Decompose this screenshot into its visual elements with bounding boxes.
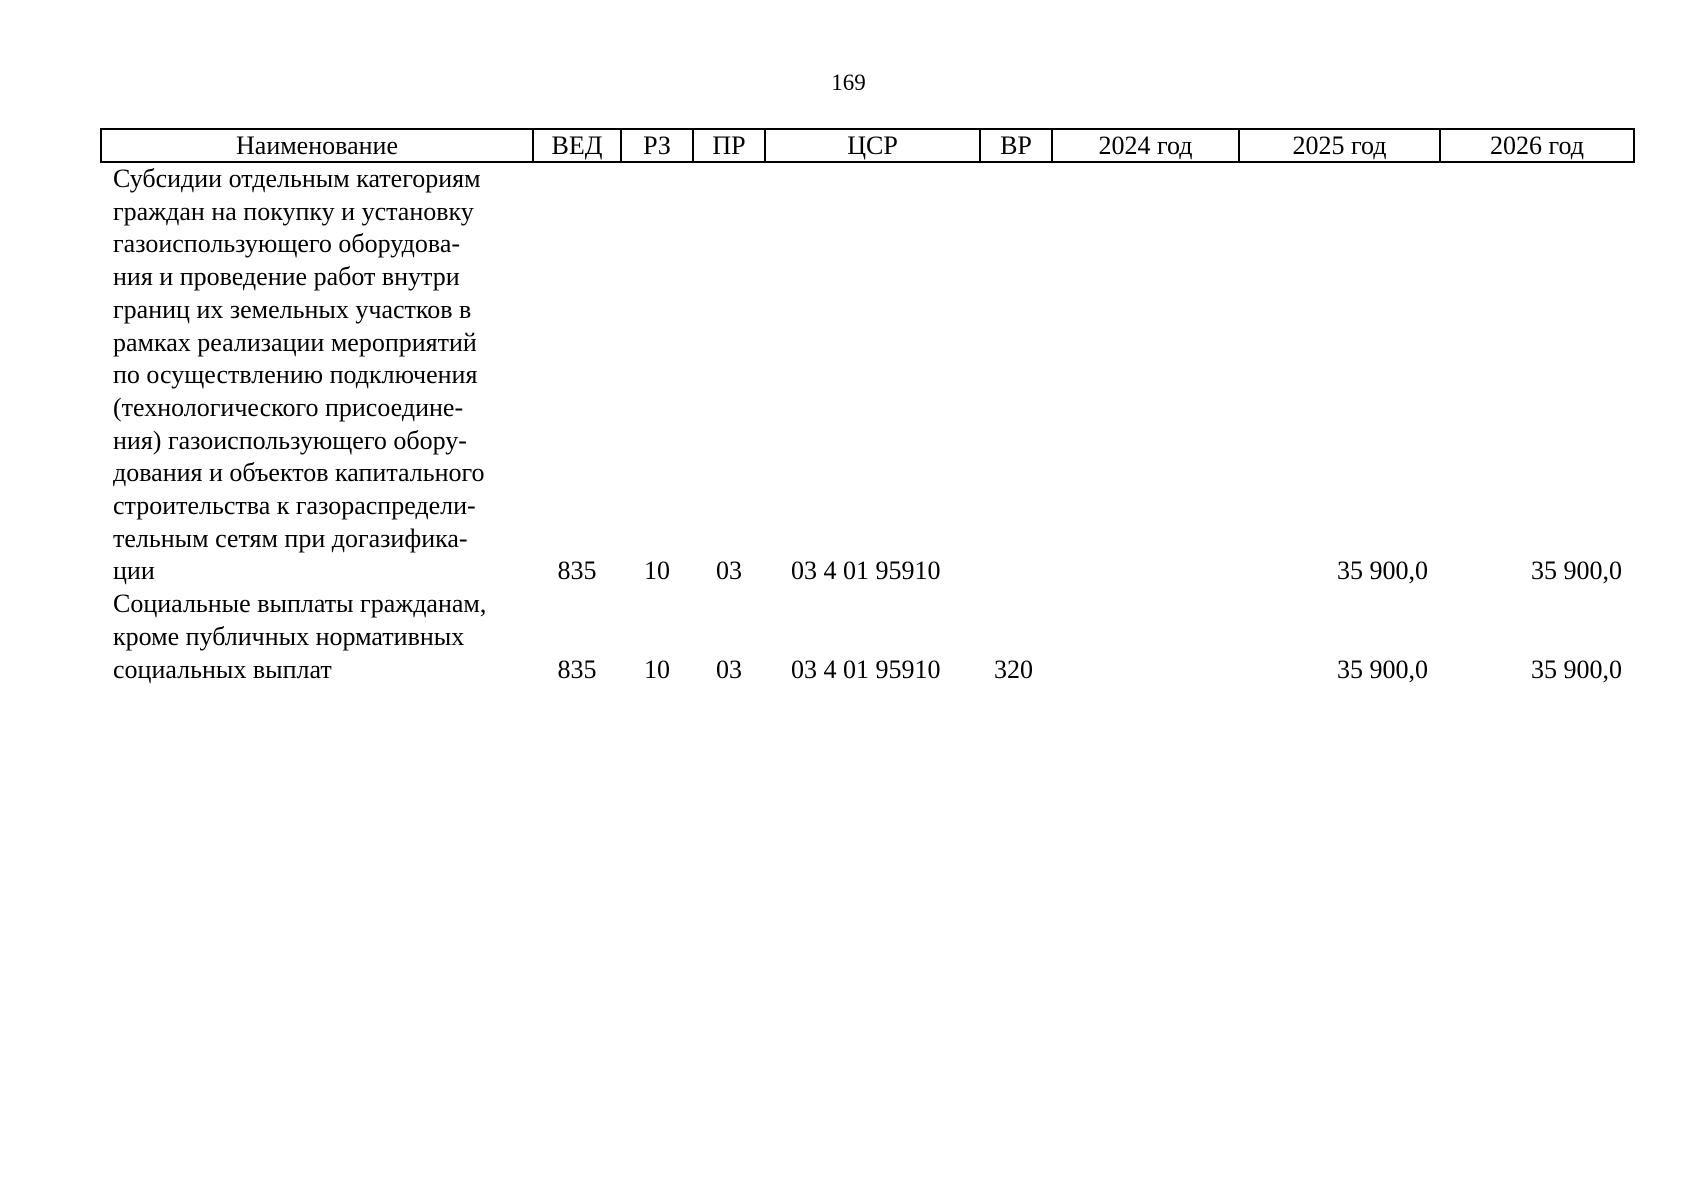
row-2024 bbox=[1052, 162, 1239, 588]
row-vr: 320 bbox=[994, 654, 1033, 684]
header-2025: 2025 год bbox=[1239, 129, 1440, 162]
row-name-line: граждан на покупку и установку bbox=[113, 196, 474, 226]
row-name-line: строительства к газораспредели- bbox=[113, 491, 476, 521]
header-2026: 2026 год bbox=[1440, 129, 1634, 162]
header-ved: ВЕД bbox=[533, 129, 621, 162]
row-name-line: дования и объектов капитального bbox=[113, 458, 485, 488]
row-name bbox=[101, 588, 533, 686]
row-name-line: ния) газоиспользующего обору- bbox=[113, 425, 467, 455]
row-csr: 03 4 01 95910 bbox=[791, 654, 941, 684]
row-name-line: ции bbox=[113, 556, 155, 586]
row-name-line: социальных выплат bbox=[113, 654, 332, 684]
row-name-line: границ их земельных участков в bbox=[113, 294, 472, 324]
row-vr bbox=[980, 162, 1052, 588]
table-row bbox=[101, 162, 1634, 588]
table-header-row bbox=[101, 129, 1634, 162]
row-name-line: (технологического присоедине- bbox=[113, 392, 464, 422]
header-name: Наименование bbox=[101, 129, 533, 162]
row-name-line: Социальные выплаты гражданам, bbox=[113, 589, 487, 619]
row-name-line: кроме публичных нормативных bbox=[113, 621, 465, 651]
row-2025: 35 900,0 bbox=[1337, 654, 1428, 684]
page-number: 169 bbox=[831, 70, 866, 95]
row-2026: 35 900,0 bbox=[1531, 654, 1622, 684]
row-name-line: ния и проведение работ внутри bbox=[113, 262, 460, 292]
row-rz: 10 bbox=[644, 556, 670, 586]
row-pr: 03 bbox=[716, 654, 742, 684]
row-2025: 35 900,0 bbox=[1337, 556, 1428, 586]
row-csr: 03 4 01 95910 bbox=[791, 556, 941, 586]
row-name-line: по осуществлению подключения bbox=[113, 360, 478, 390]
row-name-line: газоиспользующего оборудова- bbox=[113, 229, 461, 259]
row-name-line: Субсидии отдельным категориям bbox=[113, 164, 481, 193]
header-pr: ПР bbox=[693, 129, 765, 162]
header-vr: ВР bbox=[980, 129, 1052, 162]
row-rz: 10 bbox=[644, 654, 670, 684]
row-ved: 835 bbox=[557, 654, 597, 684]
row-pr: 03 bbox=[716, 556, 742, 586]
row-name bbox=[101, 162, 533, 588]
row-name-line: тельным сетям при догазифика- bbox=[113, 523, 468, 553]
row-ved: 835 bbox=[557, 556, 597, 586]
budget-table bbox=[100, 128, 1635, 686]
row-2024 bbox=[1052, 588, 1239, 686]
header-2024: 2024 год bbox=[1052, 129, 1239, 162]
header-rz: РЗ bbox=[621, 129, 693, 162]
table-row bbox=[101, 588, 1634, 686]
header-csr: ЦСР bbox=[765, 129, 980, 162]
row-name-line: рамках реализации мероприятий bbox=[113, 327, 477, 357]
row-2026: 35 900,0 bbox=[1531, 556, 1622, 586]
